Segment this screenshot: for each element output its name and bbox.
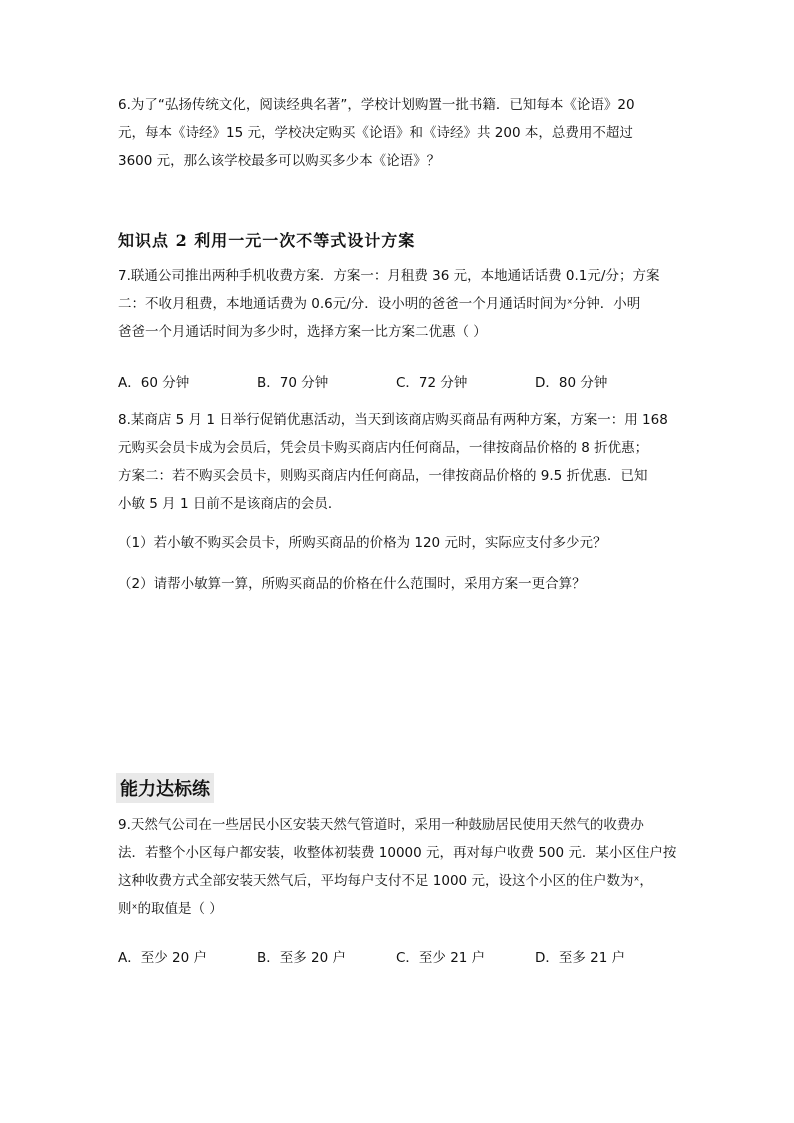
q9-option-b: B．至多 20 户 (257, 950, 347, 966)
q8-line-1: 8.某商店 5 月 1 日举行促销优惠活动，当天到该商店购买商品有两种方案，方案一：用 168 (118, 412, 668, 428)
q7-option-b: B．70 分钟 (257, 375, 329, 391)
q9-option-a: A．至少 20 户 (118, 950, 207, 966)
q9-line-2: 法．若整个小区每户都安装，收整体初装费 10000 元，再对每户收费 500 元．某小区住户按 (118, 845, 677, 861)
q9-line-4: 则ˣ的取值是（ ） (118, 901, 223, 917)
q9-option-c: C．至少 21 户 (396, 950, 486, 966)
q6-line-2: 元，每本《诗经》15 元，学校决定购买《论语》和《诗经》共 200 本，总费用不超过 (118, 125, 633, 141)
q7-line-1: 7.联通公司推出两种手机收费方案．方案一：月租费 36 元，本地通话话费 0.1元/分；方案 (118, 268, 660, 284)
q9-line-3: 这种收费方式全部安装天然气后，平均每户支付不足 1000 元，设这个小区的住户数为ˣ， (118, 873, 653, 889)
q7-option-d: D．80 分钟 (535, 375, 608, 391)
q6-line-3: 3600 元，那么该学校最多可以购买多少本《论语》？ (118, 153, 441, 169)
ability-section-heading: 能力达标练 (116, 773, 214, 803)
q8-subquestion-2: （2）请帮小敏算一算，所购买商品的价格在什么范围时，采用方案一更合算？ (118, 576, 586, 592)
q7-line-3: 爸爸一个月通话时间为多少时，选择方案一比方案二优惠（ ） (118, 324, 487, 340)
q8-subquestion-1: （1）若小敏不购买会员卡，所购买商品的价格为 120 元时，实际应支付多少元？ (118, 535, 607, 551)
q9-line-1: 9.天然气公司在一些居民小区安装天然气管道时，采用一种鼓励居民使用天然气的收费办 (118, 817, 644, 833)
q8-line-2: 元购买会员卡成为会员后，凭会员卡购买商店内任何商品，一律按商品价格的 8 折优惠； (118, 440, 649, 456)
q8-line-3: 方案二：若不购买会员卡，则购买商店内任何商品，一律按商品价格的 9.5 折优惠．已知 (118, 468, 648, 484)
q8-line-4: 小敏 5 月 1 日前不是该商店的会员． (118, 496, 342, 512)
q7-line-2: 二：不收月租费，本地通话费为 0.6元/分．设小明的爸爸一个月通话时间为ˣ分钟．小明 (118, 296, 641, 312)
knowledge-point-heading: 知识点 2 利用一元一次不等式设计方案 (118, 231, 416, 250)
q7-option-c: C．72 分钟 (396, 375, 468, 391)
q6-line-1: 6.为了“弘扬传统文化，阅读经典名著”，学校计划购置一批书籍．已知每本《论语》20 (118, 97, 635, 113)
q7-option-a: A．60 分钟 (118, 375, 190, 391)
q9-option-d: D．至多 21 户 (535, 950, 626, 966)
